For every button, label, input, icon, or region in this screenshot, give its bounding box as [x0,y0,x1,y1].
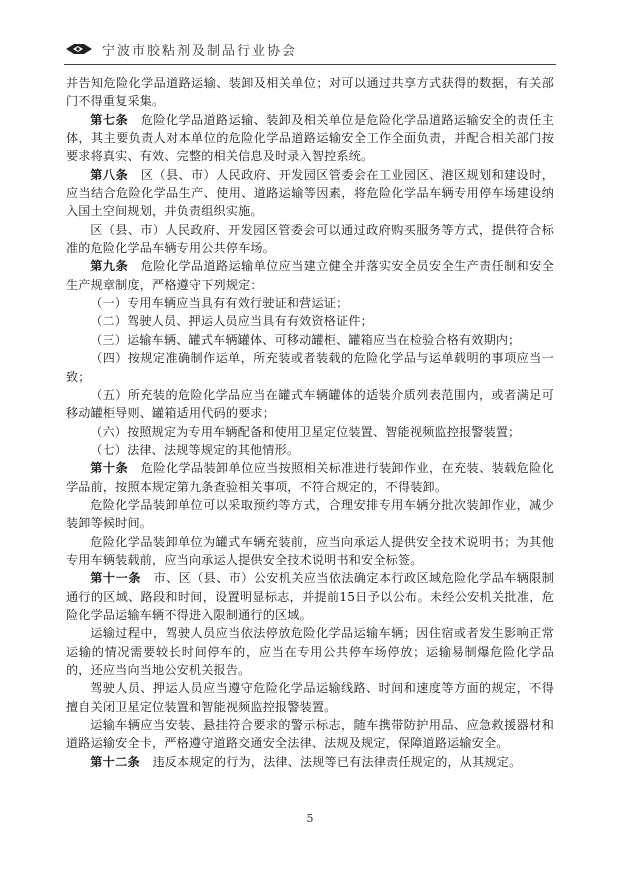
paragraph-text: 区（县、市）人民政府、开发园区管委会在工业园区、港区规划和建设时，应当结合危险化学品生产、使用、道路运输等因素，将危险化学品车辆专用停车场建设纳入国土空间规划，并负责组织实施。 [66,167,554,219]
body-paragraph [66,533,554,570]
article-paragraph [66,166,554,221]
paragraph-text: （一）专用车辆应当具有有效行驶证和营运证； [90,296,349,311]
article-label: 第七条 [90,112,129,127]
paragraph-text: 危险化学品装卸单位为罐式车辆充装前，应当向承运人提供安全技术说明书；为其他专用车辆装载前，应当向承运人提供安全技术说明书和安全标签。 [66,534,554,567]
paragraph-text: 运输过程中，驾驶人员应当依法停放危险化学品运输车辆；因住宿或者发生影响正常运输的情况需要较长时间停车的，应当在专用公共停车场停放；运输易制爆危险化学品的，还应当向当地公安机关报告。 [66,626,554,677]
body-paragraph [66,349,554,386]
paragraph-text: 危险化学品道路运输、装卸及相关单位是危险化学品道路运输安全的责任主体，其主要负责人对本单位的危险化学品道路运输安全工作全面负责，并配合相关部门按要求将真实、有效、完整的相关信息及时录入智控系统。 [66,112,554,164]
article-paragraph [66,569,554,624]
organization-name: 宁波市胶粘剂及制品行业协会 [102,43,298,59]
body-paragraph [66,221,554,258]
article-paragraph [66,111,554,166]
body-paragraph [66,441,554,459]
paragraph-text: 驾驶人员、押运人员应当遵守危险化学品运输线路、时间和速度等方面的规定，不得擅自关闭卫星定位装置和智能视频监控报警装置。 [66,681,554,714]
document-body [66,74,554,771]
paragraph-text: （七）法律、法规等规定的其他情形。 [90,442,300,457]
paragraph-text: （四）按规定准确制作运单，所充装或者装载的危险化学品与运单载明的事项应当一致； [66,351,554,384]
article-paragraph [66,459,554,496]
article-label: 第十条 [90,461,129,476]
body-paragraph [66,624,554,679]
body-paragraph [66,386,554,423]
article-paragraph [66,257,554,294]
paragraph-text: 区（县、市）人民政府、开发园区管委会可以通过政府购买服务等方式，提供符合标准的危险化学品车辆专用公共停车场。 [66,222,554,256]
paragraph-text: （二）驾驶人员、押运人员应当具有有效资格证件； [90,314,373,329]
article-paragraph [66,753,554,771]
page-header [64,36,556,62]
paragraph-text: （五）所充装的危险化学品应当在罐式车辆罐体的适装介质列表范围内，或者满足可移动罐柜导则、罐箱适用代码的要求； [66,387,554,421]
association-logo-icon [64,41,94,57]
paragraph-text: 并告知危险化学品道路运输、装卸及相关单位；对可以通过共享方式获得的数据，有关部门不得重复采集。 [66,76,554,109]
article-label: 第八条 [90,167,129,182]
article-label: 第十一条 [90,571,142,586]
body-paragraph [66,423,554,441]
body-paragraph [66,679,554,716]
body-paragraph [66,716,554,753]
paragraph-text: （六）按照规定为专用车辆配备和使用卫星定位装置、智能视频监控报警装置； [90,424,521,439]
page-number: 5 [306,812,314,825]
body-paragraph [66,294,554,312]
paragraph-text: 运输车辆应当安装、悬挂符合要求的警示标志，随车携带防护用品、应急救援器材和道路运输安全卡，严格遵守道路交通安全法律、法规及规定，保障道路运输安全。 [66,718,554,751]
body-paragraph [66,312,554,330]
paragraph-text: 违反本规定的行为，法律、法规等已有法律责任规定的，从其规定。 [140,754,522,769]
paragraph-text: （三）运输车辆、罐式车辆罐体、可移动罐柜、罐箱应当在检验合格有效期内； [90,332,521,347]
paragraph-text: 危险化学品道路运输单位应当建立健全并落实安全员安全生产责任制和安全生产规章制度，严格遵守下列规定： [66,259,554,292]
header-divider [64,64,556,65]
paragraph-text: 危险化学品装卸单位可以采取预约等方式，合理安排专用车辆分批次装卸作业，减少装卸等候时间。 [66,497,554,531]
body-paragraph [66,331,554,349]
body-paragraph [66,74,554,111]
body-paragraph [66,496,554,533]
paragraph-text: 市、区（县、市）公安机关应当依法确定本行政区域危险化学品车辆限制通行的区域、路段和时间，设置明显标志，并提前15日予以公布。未经公安机关批准，危险化学品运输车辆不得进入限制通行的区域。 [66,571,554,622]
article-label: 第十二条 [90,754,141,769]
paragraph-text: 危险化学品装卸单位应当按照相关标准进行装卸作业，在充装、装载危险化学品前，按照本规定第九条查验相关事项，不符合规定的，不得装卸。 [66,461,554,494]
article-label: 第九条 [90,259,129,274]
